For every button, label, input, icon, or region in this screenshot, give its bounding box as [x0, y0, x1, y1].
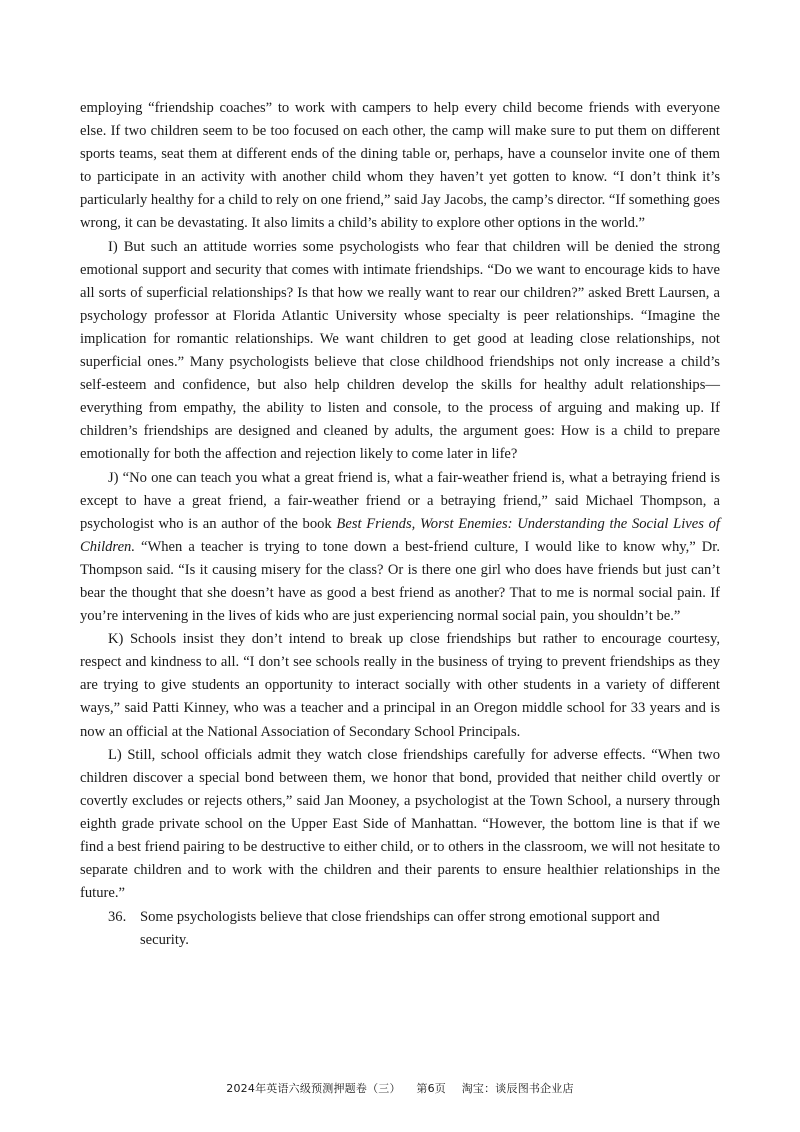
- question-36: [80, 906, 720, 952]
- footer-shop: 淘宝：谈辰图书企业店: [461, 1082, 574, 1095]
- paragraph-h-continued: employing “friendship coaches” to work with campers to help every child become friends with everyone else. If two children seem to be too focused on each other, the camp will make sure to put them on different sports teams, seat them at different ends of the dining table or, perhaps, have a counselor invite one of them to participate in an activity with another child whom they haven’t yet gotten to know. “I don’t think it’s particularly healthy for a child to rely on one friend,” said Jay Jacobs, the camp’s director. “If something goes wrong, it can be devastating. It also limits a child’s ability to explore other options in the world.”: [80, 100, 720, 232]
- question-number: 36.: [108, 909, 127, 926]
- document-body: [80, 97, 720, 952]
- paragraph-i: I) But such an attitude worries some psychologists who fear that children will be denied the strong emotional support and security that comes with intimate friendships. “Do we want to encourage kids to have all sorts of superficial relationships? Is that how we really want to rear our children?” asked Brett Laursen, a psychology professor at Florida Atlantic University whose specialty is peer relationships. “Imagine the implication for romantic relationships. We want children to get good at leading close relationships, not superficial ones.” Many psychologists believe that close childhood friendships not only increase a child’s self-esteem and confidence, but also help children develop the skills for healthy adult relationships—everything from empathy, the ability to listen and console, to the process of arguing and making up. If children’s friendships are designed and cleaned by adults, the argument goes: How is a child to prepare emotionally for both the affection and rejection likely to come later in life?: [80, 238, 720, 463]
- paragraph-l: L) Still, school officials admit they watch close friendships carefully for adverse effects. “When two children discover a special bond between them, we honor that bond, provided that neither child overtly or covertly excludes or rejects others,” said Jan Mooney, a psychologist at the Town School, a nursery through eighth grade private school on the Upper East Side of Manhattan. “However, the bottom line is that if we find a best friend pairing to be destructive to either child, or to others in the classroom, we will not hesitate to separate children and to work with the children and their parents to ensure healthier relationships in the future.”: [80, 746, 720, 902]
- question-text-line1: Some psychologists believe that close friendships can offer strong emotional support and: [140, 909, 660, 926]
- page-footer: [0, 1080, 800, 1096]
- paragraph-j-text-2: “When a teacher is trying to tone down a best-friend culture, I would like to know why,” Dr. Thompson said. “Is it causing misery for the class? Or is there one girl who does have friends but just can’t bear the thought that she doesn’t have as good a best friend as another? That to me is normal social pain. If you’re intervening in the lives of kids who are just experiencing normal social pain, you shouldn’t be.”: [80, 538, 720, 625]
- footer-page-number: 第6页: [416, 1082, 446, 1095]
- paragraph-j-text-1: J) “No one can teach you what a great friend is, what a fair-weather friend is, what a betraying friend is except to have a great friend, a fair-weather friend or a betraying friend,” said Michael Thompson, a psychologist who is an author of the book: [80, 469, 720, 532]
- paragraph-k: K) Schools insist they don’t intend to break up close friendships but rather to encourage courtesy, respect and kindness to all. “I don’t see schools really in the business of trying to prevent friendships as they are trying to give students an opportunity to interact socially with other students in a variety of different ways,” said Patti Kinney, who was a teacher and a principal in an Oregon middle school for 33 years and is now an official at the National Association of Secondary School Principals.: [80, 631, 720, 740]
- paragraph-j: [80, 467, 720, 629]
- footer-exam-title: 2024年英语六级预测押题卷（三）: [226, 1082, 401, 1095]
- book-title: Best Friends, Worst Enemies: Understanding the Social Lives of Children.: [80, 515, 720, 555]
- question-text-line2: security.: [140, 932, 189, 949]
